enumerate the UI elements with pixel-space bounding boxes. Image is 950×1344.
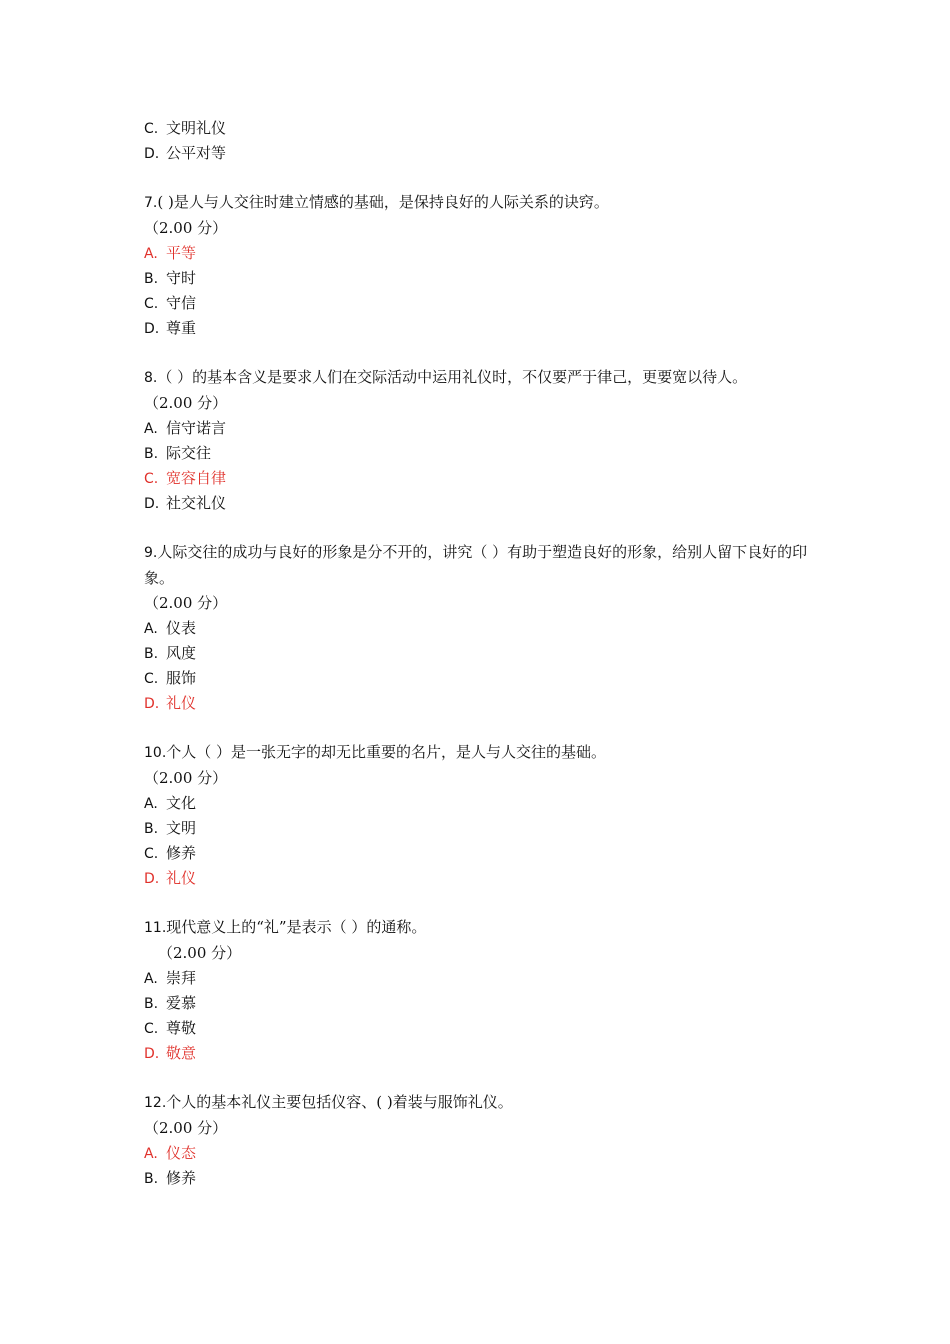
question-block	[144, 1090, 814, 1191]
option-text: 文明礼仪	[166, 119, 227, 137]
option-letter: A.	[144, 971, 158, 987]
option-text: 修养	[166, 1169, 197, 1187]
question-text: ( )是人与人交往时建立情感的基础，是保持良好的人际关系的诀窍。	[157, 193, 609, 211]
option-text: 信守诺言	[166, 419, 227, 437]
option-item	[144, 841, 814, 866]
option-text: 社交礼仪	[166, 494, 227, 512]
question-block	[144, 365, 814, 516]
question-score: （2.00 分）	[144, 769, 228, 787]
option-text: 守时	[166, 269, 197, 287]
option-item	[144, 691, 814, 716]
option-letter: A.	[144, 1146, 158, 1162]
option-text: 礼仪	[166, 694, 197, 712]
option-text: 修养	[166, 844, 197, 862]
option-letter: B.	[144, 446, 159, 462]
option-item	[144, 866, 814, 891]
option-item	[144, 141, 814, 166]
question-stem	[144, 190, 814, 216]
option-letter: D.	[144, 696, 160, 712]
option-text: 平等	[166, 244, 197, 262]
option-letter: B.	[144, 646, 159, 662]
option-letter: A.	[144, 421, 158, 437]
option-letter: A.	[144, 796, 158, 812]
option-letter: A.	[144, 246, 158, 262]
question-number: 8.	[144, 370, 158, 386]
question-block	[144, 740, 814, 891]
question-number: 12.	[144, 1095, 167, 1111]
option-item	[144, 116, 814, 141]
option-item	[144, 991, 814, 1016]
question-text: 个人的基本礼仪主要包括仪容、( )着装与服饰礼仪。	[166, 1093, 513, 1111]
question-score: （2.00 分）	[158, 944, 242, 962]
question-text: 现代意义上的“礼”是表示（ ）的通称。	[166, 918, 427, 936]
option-item	[144, 1166, 814, 1191]
question-stem	[144, 915, 814, 941]
option-text: 文化	[166, 794, 197, 812]
question-text: （ ）的基本含义是要求人们在交际活动中运用礼仪时，不仅要严于律己，更要宽以待人。	[157, 368, 748, 386]
option-letter: B.	[144, 821, 159, 837]
option-item	[144, 241, 814, 266]
option-item	[144, 266, 814, 291]
option-item	[144, 466, 814, 491]
question-stem	[144, 365, 814, 391]
option-letter: B.	[144, 1171, 159, 1187]
question-stem	[144, 540, 814, 591]
option-text: 礼仪	[166, 869, 197, 887]
option-letter: B.	[144, 996, 159, 1012]
question-stem	[144, 1090, 814, 1116]
option-item	[144, 816, 814, 841]
option-text: 公平对等	[166, 144, 227, 162]
option-text: 尊重	[166, 319, 197, 337]
option-item	[144, 1041, 814, 1066]
option-item	[144, 641, 814, 666]
option-letter: D.	[144, 146, 160, 162]
option-letter: C.	[144, 471, 159, 487]
option-item	[144, 666, 814, 691]
option-item	[144, 291, 814, 316]
option-item	[144, 616, 814, 641]
question-block	[144, 190, 814, 341]
option-letter: D.	[144, 871, 160, 887]
option-text: 宽容自律	[166, 469, 227, 487]
option-letter: D.	[144, 496, 160, 512]
option-text: 仪态	[166, 1144, 197, 1162]
question-score: （2.00 分）	[144, 394, 228, 412]
question-number: 7.	[144, 195, 158, 211]
question-score: （2.00 分）	[144, 594, 228, 612]
question-score: （2.00 分）	[144, 1119, 228, 1137]
option-text: 敬意	[166, 1044, 197, 1062]
option-letter: D.	[144, 1046, 160, 1062]
option-text: 际交往	[166, 444, 212, 462]
option-text: 爱慕	[166, 994, 197, 1012]
option-text: 仪表	[166, 619, 197, 637]
option-letter: C.	[144, 846, 159, 862]
question-text: 人际交往的成功与良好的形象是分不开的，讲究（ ）有助于塑造良好的形象，给别人留下良好的印象。	[144, 543, 808, 587]
option-item	[144, 316, 814, 341]
option-item	[144, 491, 814, 516]
question-number: 9.	[144, 545, 158, 561]
leading-options	[144, 116, 814, 166]
option-text: 风度	[166, 644, 197, 662]
question-text: 个人（ ）是一张无字的却无比重要的名片，是人与人交往的基础。	[166, 743, 607, 761]
option-item	[144, 791, 814, 816]
question-score: （2.00 分）	[144, 219, 228, 237]
option-letter: D.	[144, 321, 160, 337]
option-item	[144, 966, 814, 991]
question-number: 10.	[144, 745, 167, 761]
option-letter: C.	[144, 121, 159, 137]
option-letter: C.	[144, 296, 159, 312]
option-text: 守信	[166, 294, 197, 312]
option-item	[144, 416, 814, 441]
option-text: 尊敬	[166, 1019, 197, 1037]
option-item	[144, 1016, 814, 1041]
option-letter: B.	[144, 271, 159, 287]
question-block	[144, 540, 814, 716]
option-item	[144, 441, 814, 466]
option-letter: C.	[144, 1021, 159, 1037]
question-block	[144, 915, 814, 1066]
question-number: 11.	[144, 920, 167, 936]
option-item	[144, 1141, 814, 1166]
question-list	[144, 116, 814, 1191]
option-letter: C.	[144, 671, 159, 687]
option-text: 文明	[166, 819, 197, 837]
option-letter: A.	[144, 621, 158, 637]
option-text: 崇拜	[166, 969, 197, 987]
option-text: 服饰	[166, 669, 197, 687]
question-stem	[144, 740, 814, 766]
